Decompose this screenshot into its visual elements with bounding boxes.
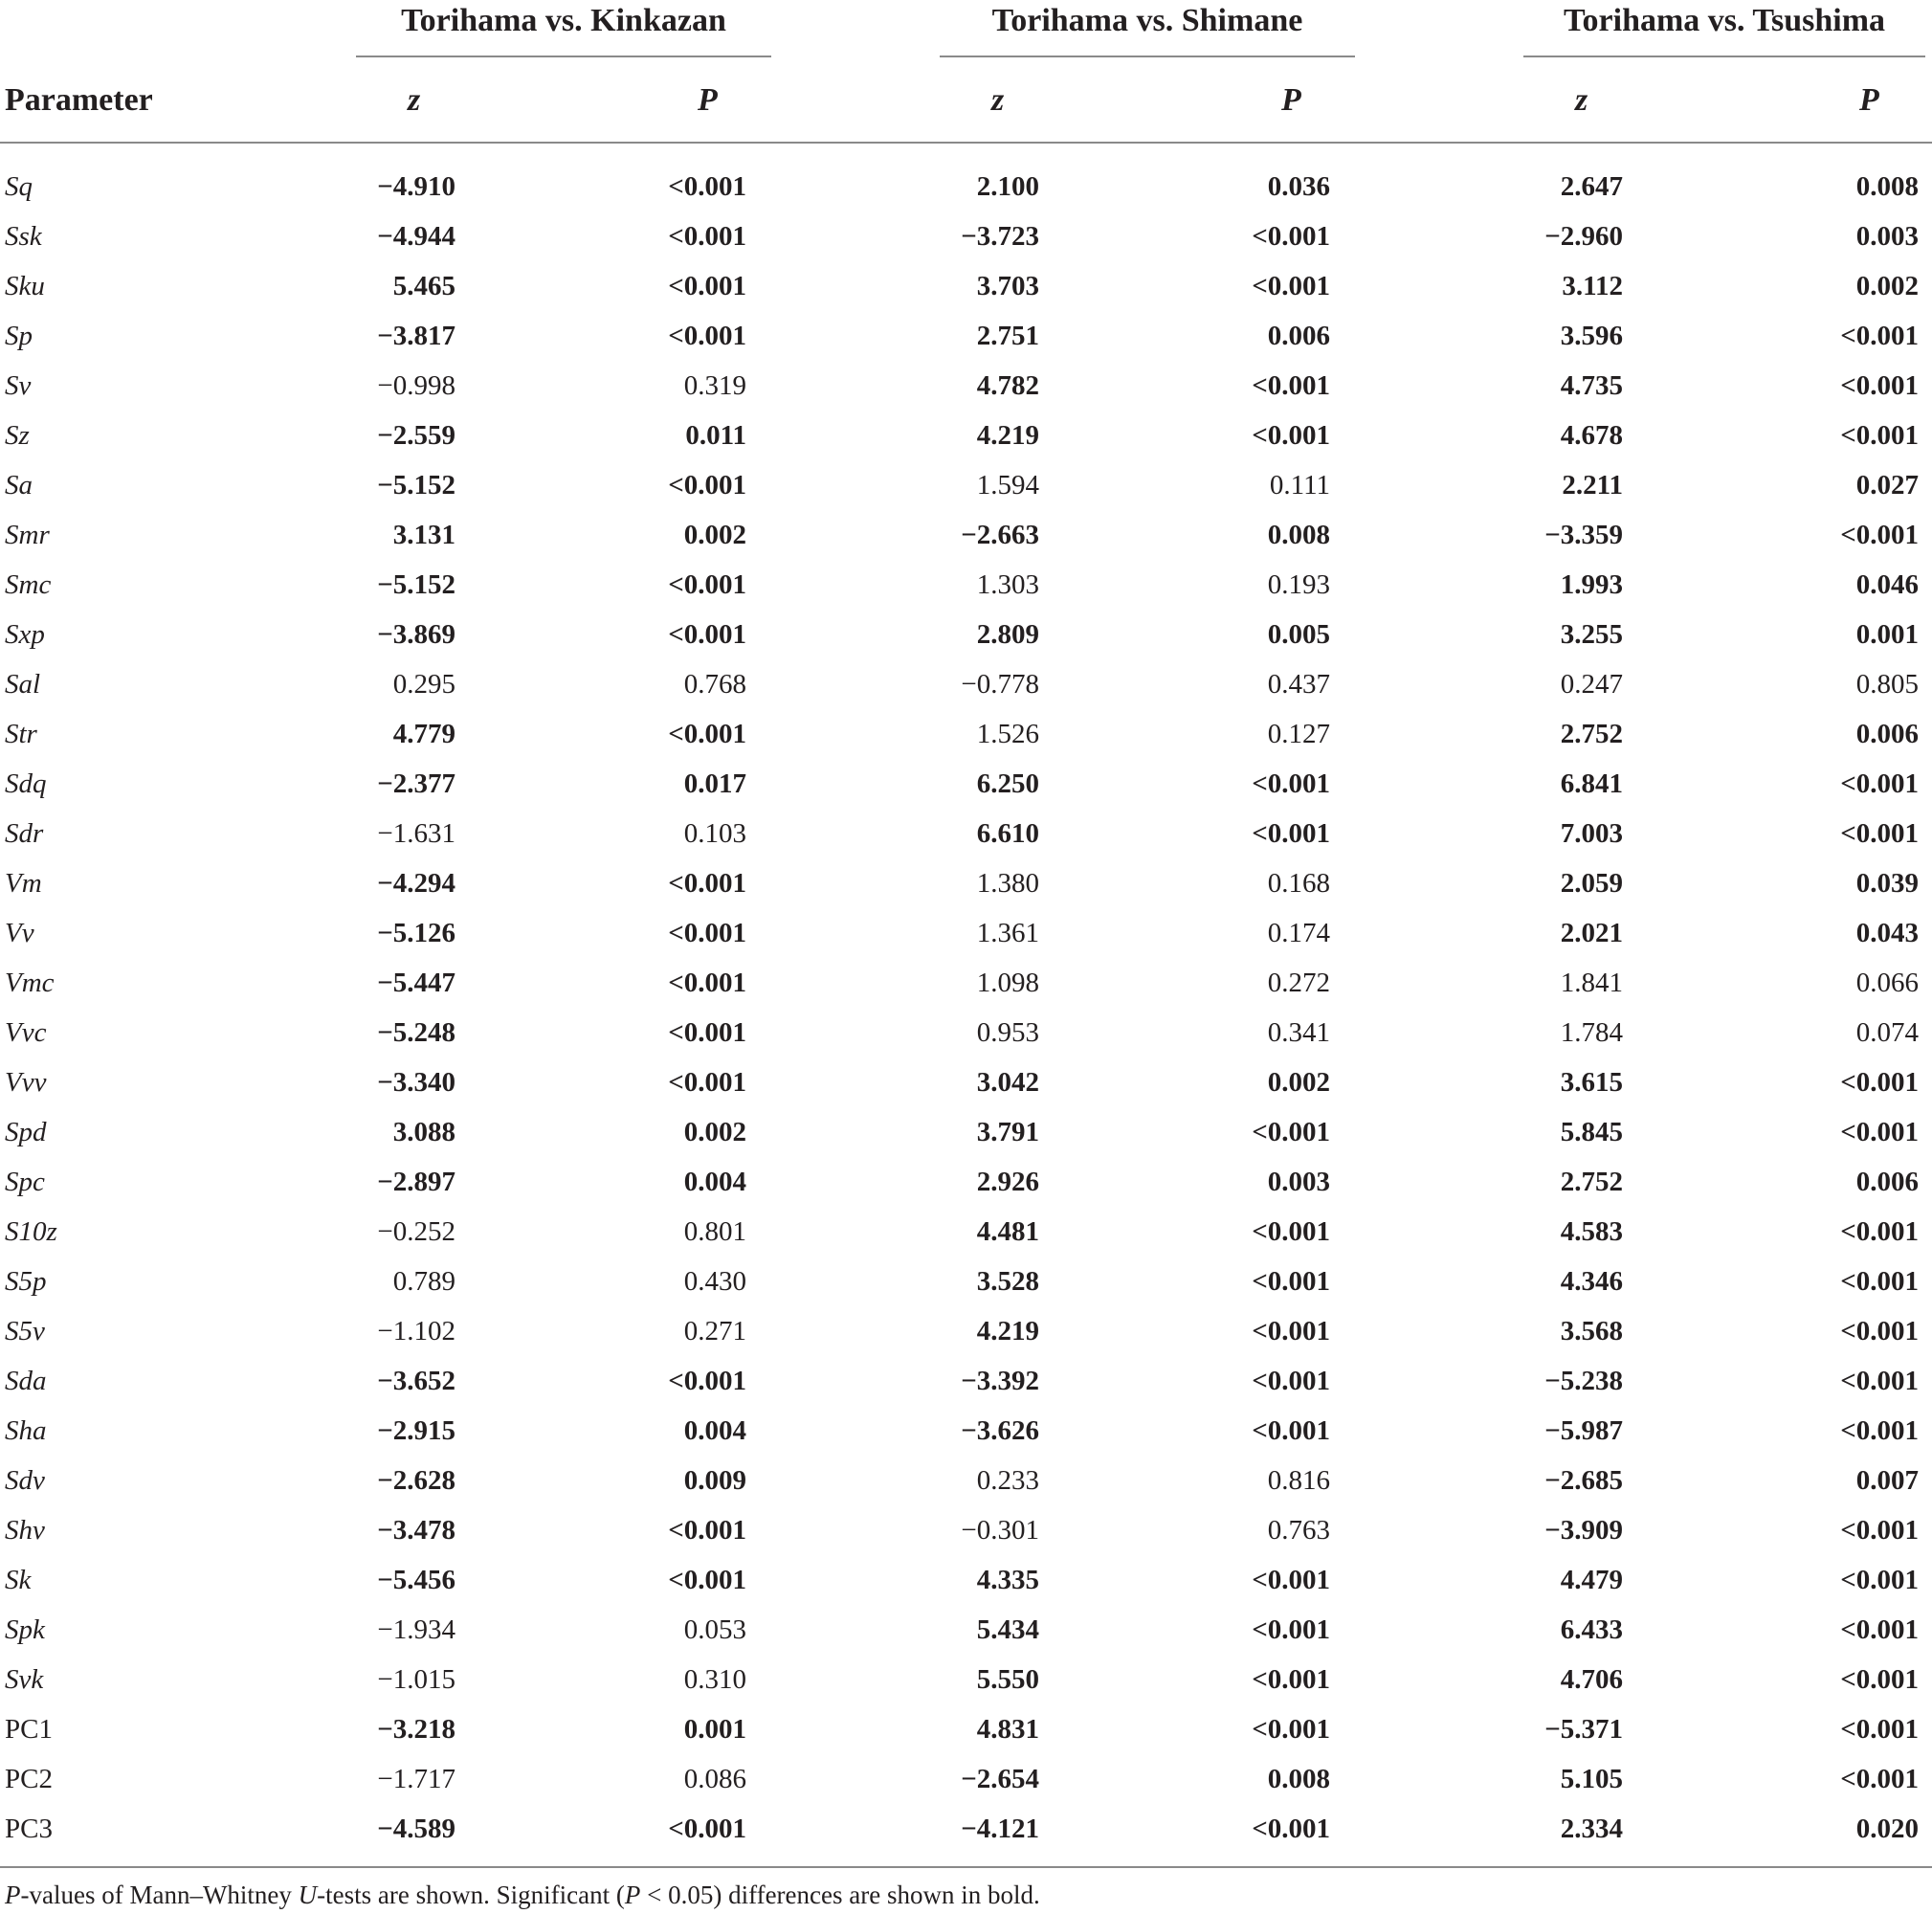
z-shimane-cell: 4.831 (976, 1714, 1039, 1745)
z-tsushima-cell: 2.211 (1562, 470, 1623, 501)
parameter-cell: Smc (5, 569, 52, 600)
z-tsushima-cell: −5.371 (1544, 1714, 1623, 1745)
z-kinkazan-cell: −4.589 (377, 1814, 455, 1844)
p-shimane-cell: <0.001 (1252, 420, 1330, 451)
z-kinkazan-cell: −3.218 (377, 1714, 455, 1745)
p-kinkazan-cell: 0.011 (685, 420, 746, 451)
table-row (0, 958, 1932, 1008)
p-tsushima-cell: 0.006 (1855, 1167, 1919, 1197)
p-tsushima-cell: 0.074 (1855, 1017, 1919, 1048)
z-shimane-cell: 1.361 (976, 918, 1039, 948)
p-kinkazan-cell: 0.310 (683, 1664, 746, 1695)
parameter-cell: S10z (5, 1216, 57, 1247)
p-tsushima-cell: <0.001 (1840, 1515, 1919, 1546)
z-shimane-cell: 2.100 (976, 171, 1039, 202)
z-tsushima-cell: 2.752 (1560, 719, 1623, 749)
z-tsushima-cell: 4.678 (1560, 420, 1623, 451)
p-shimane-cell: <0.001 (1252, 1714, 1330, 1745)
table-row (0, 1704, 1932, 1754)
z-shimane-cell: −4.121 (961, 1814, 1039, 1844)
p-header-tsushima: P (1859, 82, 1879, 118)
p-tsushima-cell: 0.066 (1855, 968, 1919, 998)
p-shimane-cell: <0.001 (1252, 1614, 1330, 1645)
z-shimane-cell: 4.219 (976, 420, 1039, 451)
p-tsushima-cell: <0.001 (1840, 520, 1919, 550)
table-row (0, 1406, 1932, 1456)
z-tsushima-cell: 3.112 (1562, 271, 1623, 301)
parameter-cell: Sxp (5, 619, 45, 650)
parameter-cell: Str (5, 719, 37, 749)
z-shimane-cell: 0.953 (976, 1017, 1039, 1048)
z-shimane-cell: 4.335 (976, 1565, 1039, 1595)
parameter-cell: Vvc (5, 1017, 47, 1048)
p-kinkazan-cell: <0.001 (668, 1515, 746, 1546)
footnote-u: U (298, 1881, 318, 1909)
z-header-tsushima: z (1575, 82, 1588, 118)
z-tsushima-cell: 1.841 (1560, 968, 1623, 998)
parameter-cell: Vv (5, 918, 34, 948)
parameter-cell: Shv (5, 1515, 45, 1546)
table-row (0, 510, 1932, 560)
table-row (0, 709, 1932, 759)
table-row (0, 1804, 1932, 1854)
z-shimane-cell: 5.434 (976, 1614, 1039, 1645)
parameter-cell: Sa (5, 470, 33, 501)
footnote-part2: -tests are shown. Significant ( (317, 1881, 625, 1909)
z-tsushima-cell: 2.059 (1560, 868, 1623, 899)
z-tsushima-cell: 0.247 (1560, 669, 1623, 700)
parameter-cell: PC1 (5, 1714, 53, 1745)
parameter-cell: Sz (5, 420, 30, 451)
parameter-cell: S5v (5, 1316, 45, 1346)
p-kinkazan-cell: 0.103 (683, 818, 746, 849)
table-row (0, 858, 1932, 908)
z-shimane-cell: −2.663 (961, 520, 1039, 550)
z-kinkazan-cell: 4.779 (392, 719, 455, 749)
table-row (0, 1555, 1932, 1605)
p-tsushima-cell: 0.046 (1855, 569, 1919, 600)
p-kinkazan-cell: 0.004 (683, 1167, 746, 1197)
parameter-cell: Sda (5, 1366, 47, 1396)
p-shimane-cell: <0.001 (1252, 1366, 1330, 1396)
z-tsushima-cell: 4.735 (1560, 370, 1623, 401)
p-shimane-cell: <0.001 (1252, 1565, 1330, 1595)
parameter-cell: Spk (5, 1614, 45, 1645)
z-shimane-cell: 2.809 (976, 619, 1039, 650)
z-kinkazan-cell: 0.789 (392, 1266, 455, 1297)
p-tsushima-cell: 0.043 (1855, 918, 1919, 948)
p-kinkazan-cell: <0.001 (668, 1067, 746, 1098)
p-tsushima-cell: 0.805 (1855, 669, 1919, 700)
p-kinkazan-cell: <0.001 (668, 221, 746, 252)
p-shimane-cell: 0.003 (1267, 1167, 1330, 1197)
z-shimane-cell: 6.610 (976, 818, 1039, 849)
table-row (0, 1057, 1932, 1107)
group-header-shimane: Torihama vs. Shimane (991, 3, 1303, 38)
p-shimane-cell: 0.272 (1267, 968, 1330, 998)
header-rule (0, 142, 1932, 144)
table-row (0, 759, 1932, 809)
p-tsushima-cell: <0.001 (1840, 1216, 1919, 1247)
p-shimane-cell: 0.437 (1267, 669, 1330, 700)
p-tsushima-cell: 0.007 (1855, 1465, 1919, 1496)
p-kinkazan-cell: 0.002 (683, 1117, 746, 1147)
z-shimane-cell: −0.778 (961, 669, 1039, 700)
parameter-cell: Sal (5, 669, 41, 700)
p-tsushima-cell: <0.001 (1840, 1415, 1919, 1446)
p-shimane-cell: 0.008 (1267, 520, 1330, 550)
z-kinkazan-cell: −3.478 (377, 1515, 455, 1546)
table-row (0, 411, 1932, 460)
parameter-cell: Sv (5, 370, 32, 401)
table-row (0, 1257, 1932, 1306)
p-shimane-cell: <0.001 (1252, 818, 1330, 849)
z-shimane-cell: 4.219 (976, 1316, 1039, 1346)
z-shimane-cell: 1.098 (976, 968, 1039, 998)
group-rule-tsushima (1523, 56, 1925, 57)
p-shimane-cell: 0.111 (1269, 470, 1330, 501)
z-shimane-cell: 2.926 (976, 1167, 1039, 1197)
p-shimane-cell: <0.001 (1252, 1664, 1330, 1695)
z-kinkazan-cell: −0.998 (377, 370, 455, 401)
z-shimane-cell: −3.723 (961, 221, 1039, 252)
z-tsushima-cell: 5.845 (1560, 1117, 1623, 1147)
p-tsushima-cell: <0.001 (1840, 768, 1919, 799)
group-header-kinkazan: Torihama vs. Kinkazan (401, 3, 726, 38)
p-kinkazan-cell: 0.009 (683, 1465, 746, 1496)
z-kinkazan-cell: −4.944 (377, 221, 455, 252)
p-header-kinkazan: P (698, 82, 718, 118)
p-kinkazan-cell: <0.001 (668, 470, 746, 501)
z-tsushima-cell: 3.596 (1560, 321, 1623, 351)
table-row (0, 1157, 1932, 1207)
z-kinkazan-cell: −5.152 (377, 569, 455, 600)
parameter-cell: Sku (5, 271, 45, 301)
z-kinkazan-cell: −3.869 (377, 619, 455, 650)
p-kinkazan-cell: 0.430 (683, 1266, 746, 1297)
p-kinkazan-cell: <0.001 (668, 968, 746, 998)
table-row (0, 908, 1932, 958)
p-kinkazan-cell: <0.001 (668, 719, 746, 749)
table-row (0, 1207, 1932, 1257)
p-kinkazan-cell: 0.001 (683, 1714, 746, 1745)
p-kinkazan-cell: 0.271 (683, 1316, 746, 1346)
p-shimane-cell: <0.001 (1252, 1266, 1330, 1297)
z-tsushima-cell: 6.433 (1560, 1614, 1623, 1645)
z-shimane-cell: 4.782 (976, 370, 1039, 401)
p-header-shimane: P (1281, 82, 1301, 118)
z-tsushima-cell: 3.615 (1560, 1067, 1623, 1098)
parameter-cell: Sha (5, 1415, 47, 1446)
parameter-cell: Sdr (5, 818, 44, 849)
parameter-cell: Ssk (5, 221, 42, 252)
z-tsushima-cell: 2.334 (1560, 1814, 1623, 1844)
p-tsushima-cell: 0.006 (1855, 719, 1919, 749)
z-tsushima-cell: 4.479 (1560, 1565, 1623, 1595)
group-header-tsushima: Torihama vs. Tsushima (1563, 3, 1886, 38)
z-tsushima-cell: 3.568 (1560, 1316, 1623, 1346)
footnote-part3: < 0.05) differences are shown in bold. (640, 1881, 1040, 1909)
z-header-shimane: z (991, 82, 1005, 118)
p-tsushima-cell: <0.001 (1840, 1714, 1919, 1745)
z-kinkazan-cell: −3.817 (377, 321, 455, 351)
parameter-cell: PC3 (5, 1814, 53, 1844)
p-shimane-cell: 0.168 (1267, 868, 1330, 899)
table-row (0, 1605, 1932, 1655)
p-tsushima-cell: 0.003 (1855, 221, 1919, 252)
p-tsushima-cell: <0.001 (1840, 370, 1919, 401)
z-shimane-cell: 3.791 (976, 1117, 1039, 1147)
p-shimane-cell: <0.001 (1252, 221, 1330, 252)
p-kinkazan-cell: 0.004 (683, 1415, 746, 1446)
p-tsushima-cell: <0.001 (1840, 1316, 1919, 1346)
z-tsushima-cell: 2.752 (1560, 1167, 1623, 1197)
parameter-cell: Spc (5, 1167, 45, 1197)
p-kinkazan-cell: <0.001 (668, 271, 746, 301)
table-row (0, 261, 1932, 311)
p-shimane-cell: 0.193 (1267, 569, 1330, 600)
z-tsushima-cell: 4.583 (1560, 1216, 1623, 1247)
p-kinkazan-cell: <0.001 (668, 1814, 746, 1844)
parameter-cell: Sp (5, 321, 33, 351)
p-kinkazan-cell: 0.086 (683, 1764, 746, 1794)
z-kinkazan-cell: 0.295 (392, 669, 455, 700)
z-kinkazan-cell: −1.934 (377, 1614, 455, 1645)
p-tsushima-cell: <0.001 (1840, 1117, 1919, 1147)
z-kinkazan-cell: −5.126 (377, 918, 455, 948)
table-row (0, 1505, 1932, 1555)
z-kinkazan-cell: 3.131 (392, 520, 455, 550)
z-shimane-cell: 4.481 (976, 1216, 1039, 1247)
z-tsushima-cell: −2.685 (1544, 1465, 1623, 1496)
p-kinkazan-cell: <0.001 (668, 868, 746, 899)
p-shimane-cell: <0.001 (1252, 370, 1330, 401)
z-tsushima-cell: −3.909 (1544, 1515, 1623, 1546)
p-tsushima-cell: <0.001 (1840, 420, 1919, 451)
p-shimane-cell: 0.006 (1267, 321, 1330, 351)
z-shimane-cell: 1.594 (976, 470, 1039, 501)
p-tsushima-cell: 0.027 (1855, 470, 1919, 501)
z-tsushima-cell: 4.706 (1560, 1664, 1623, 1695)
group-rule-shimane (940, 56, 1355, 57)
p-tsushima-cell: <0.001 (1840, 1067, 1919, 1098)
table-row (0, 162, 1932, 211)
table-row (0, 361, 1932, 411)
z-tsushima-cell: −3.359 (1544, 520, 1623, 550)
p-shimane-cell: <0.001 (1252, 1316, 1330, 1346)
z-kinkazan-cell: −1.717 (377, 1764, 455, 1794)
z-kinkazan-cell: −3.652 (377, 1366, 455, 1396)
z-tsushima-cell: 1.784 (1560, 1017, 1623, 1048)
z-tsushima-cell: 6.841 (1560, 768, 1623, 799)
z-kinkazan-cell: −2.897 (377, 1167, 455, 1197)
p-shimane-cell: 0.036 (1267, 171, 1330, 202)
parameter-cell: Smr (5, 520, 50, 550)
table-row (0, 1306, 1932, 1356)
z-shimane-cell: 1.526 (976, 719, 1039, 749)
z-shimane-cell: −3.626 (961, 1415, 1039, 1446)
p-kinkazan-cell: <0.001 (668, 1565, 746, 1595)
z-kinkazan-cell: −2.559 (377, 420, 455, 451)
z-shimane-cell: 6.250 (976, 768, 1039, 799)
parameter-cell: Sdq (5, 768, 47, 799)
p-shimane-cell: 0.341 (1267, 1017, 1330, 1048)
table-footnote (5, 1876, 1040, 1914)
p-kinkazan-cell: 0.768 (683, 669, 746, 700)
p-kinkazan-cell: 0.319 (683, 370, 746, 401)
z-shimane-cell: −3.392 (961, 1366, 1039, 1396)
z-shimane-cell: 3.528 (976, 1266, 1039, 1297)
z-kinkazan-cell: −0.252 (377, 1216, 455, 1247)
p-kinkazan-cell: <0.001 (668, 918, 746, 948)
p-shimane-cell: 0.002 (1267, 1067, 1330, 1098)
z-tsushima-cell: −5.987 (1544, 1415, 1623, 1446)
table-row (0, 1754, 1932, 1804)
parameter-cell: Vm (5, 868, 42, 899)
z-shimane-cell: 3.703 (976, 271, 1039, 301)
parameter-cell: Sdv (5, 1465, 45, 1496)
z-kinkazan-cell: −4.294 (377, 868, 455, 899)
parameter-cell: Spd (5, 1117, 47, 1147)
p-kinkazan-cell: <0.001 (668, 619, 746, 650)
p-kinkazan-cell: 0.002 (683, 520, 746, 550)
parameter-header: Parameter (5, 82, 153, 118)
z-header-kinkazan: z (408, 82, 421, 118)
z-tsushima-cell: 2.647 (1560, 171, 1623, 202)
z-kinkazan-cell: −1.631 (377, 818, 455, 849)
p-shimane-cell: <0.001 (1252, 1216, 1330, 1247)
p-tsushima-cell: 0.002 (1855, 271, 1919, 301)
p-shimane-cell: 0.127 (1267, 719, 1330, 749)
z-kinkazan-cell: −1.015 (377, 1664, 455, 1695)
z-shimane-cell: 1.303 (976, 569, 1039, 600)
z-shimane-cell: 0.233 (976, 1465, 1039, 1496)
p-kinkazan-cell: 0.017 (683, 768, 746, 799)
z-tsushima-cell: 5.105 (1560, 1764, 1623, 1794)
z-kinkazan-cell: −2.628 (377, 1465, 455, 1496)
bottom-rule (0, 1866, 1932, 1868)
table-row (0, 1456, 1932, 1505)
z-kinkazan-cell: −4.910 (377, 171, 455, 202)
z-kinkazan-cell: −5.248 (377, 1017, 455, 1048)
table-row (0, 809, 1932, 858)
p-kinkazan-cell: 0.053 (683, 1614, 746, 1645)
p-tsushima-cell: 0.039 (1855, 868, 1919, 899)
table-row (0, 1356, 1932, 1406)
p-tsushima-cell: <0.001 (1840, 1366, 1919, 1396)
p-tsushima-cell: <0.001 (1840, 1614, 1919, 1645)
z-shimane-cell: −0.301 (961, 1515, 1039, 1546)
p-shimane-cell: 0.005 (1267, 619, 1330, 650)
p-kinkazan-cell: <0.001 (668, 1017, 746, 1048)
p-kinkazan-cell: 0.801 (683, 1216, 746, 1247)
z-tsushima-cell: −5.238 (1544, 1366, 1623, 1396)
z-tsushima-cell: 1.993 (1560, 569, 1623, 600)
z-kinkazan-cell: −2.377 (377, 768, 455, 799)
z-tsushima-cell: 4.346 (1560, 1266, 1623, 1297)
z-tsushima-cell: 3.255 (1560, 619, 1623, 650)
parameter-cell: Sq (5, 171, 33, 202)
p-tsushima-cell: 0.020 (1855, 1814, 1919, 1844)
footnote-p2: P (624, 1881, 641, 1909)
group-rule-kinkazan (356, 56, 771, 57)
z-kinkazan-cell: 3.088 (392, 1117, 455, 1147)
p-tsushima-cell: 0.001 (1855, 619, 1919, 650)
p-shimane-cell: 0.763 (1267, 1515, 1330, 1546)
p-shimane-cell: <0.001 (1252, 1814, 1330, 1844)
z-tsushima-cell: 7.003 (1560, 818, 1623, 849)
table-row (0, 1008, 1932, 1057)
z-kinkazan-cell: −2.915 (377, 1415, 455, 1446)
p-kinkazan-cell: <0.001 (668, 321, 746, 351)
table-row (0, 659, 1932, 709)
parameter-cell: PC2 (5, 1764, 53, 1794)
p-tsushima-cell: 0.008 (1855, 171, 1919, 202)
z-kinkazan-cell: −5.447 (377, 968, 455, 998)
z-kinkazan-cell: −5.456 (377, 1565, 455, 1595)
parameter-cell: Vvv (5, 1067, 47, 1098)
p-tsushima-cell: <0.001 (1840, 1764, 1919, 1794)
p-shimane-cell: <0.001 (1252, 1415, 1330, 1446)
footnote-p: P (5, 1881, 21, 1909)
table-row (0, 1655, 1932, 1704)
p-tsushima-cell: <0.001 (1840, 818, 1919, 849)
z-tsushima-cell: 2.021 (1560, 918, 1623, 948)
table-row (0, 460, 1932, 510)
z-kinkazan-cell: −1.102 (377, 1316, 455, 1346)
p-shimane-cell: <0.001 (1252, 768, 1330, 799)
z-shimane-cell: 5.550 (976, 1664, 1039, 1695)
table-row (0, 211, 1932, 261)
table-row (0, 311, 1932, 361)
parameter-cell: Sk (5, 1565, 32, 1595)
p-shimane-cell: <0.001 (1252, 1117, 1330, 1147)
parameter-cell: S5p (5, 1266, 47, 1297)
p-tsushima-cell: <0.001 (1840, 1266, 1919, 1297)
z-shimane-cell: 1.380 (976, 868, 1039, 899)
table-row (0, 610, 1932, 659)
p-tsushima-cell: <0.001 (1840, 1565, 1919, 1595)
table-row (0, 1107, 1932, 1157)
p-shimane-cell: 0.816 (1267, 1465, 1330, 1496)
p-kinkazan-cell: <0.001 (668, 1366, 746, 1396)
p-shimane-cell: <0.001 (1252, 271, 1330, 301)
p-tsushima-cell: <0.001 (1840, 1664, 1919, 1695)
z-kinkazan-cell: −5.152 (377, 470, 455, 501)
z-shimane-cell: −2.654 (961, 1764, 1039, 1794)
p-kinkazan-cell: <0.001 (668, 569, 746, 600)
p-tsushima-cell: <0.001 (1840, 321, 1919, 351)
z-shimane-cell: 3.042 (976, 1067, 1039, 1098)
z-tsushima-cell: −2.960 (1544, 221, 1623, 252)
z-shimane-cell: 2.751 (976, 321, 1039, 351)
parameter-cell: Svk (5, 1664, 44, 1695)
footnote-part1: -values of Mann–Whitney (20, 1881, 299, 1909)
p-shimane-cell: 0.174 (1267, 918, 1330, 948)
z-kinkazan-cell: 5.465 (392, 271, 455, 301)
z-kinkazan-cell: −3.340 (377, 1067, 455, 1098)
p-kinkazan-cell: <0.001 (668, 171, 746, 202)
table-row (0, 560, 1932, 610)
parameter-cell: Vmc (5, 968, 55, 998)
p-shimane-cell: 0.008 (1267, 1764, 1330, 1794)
